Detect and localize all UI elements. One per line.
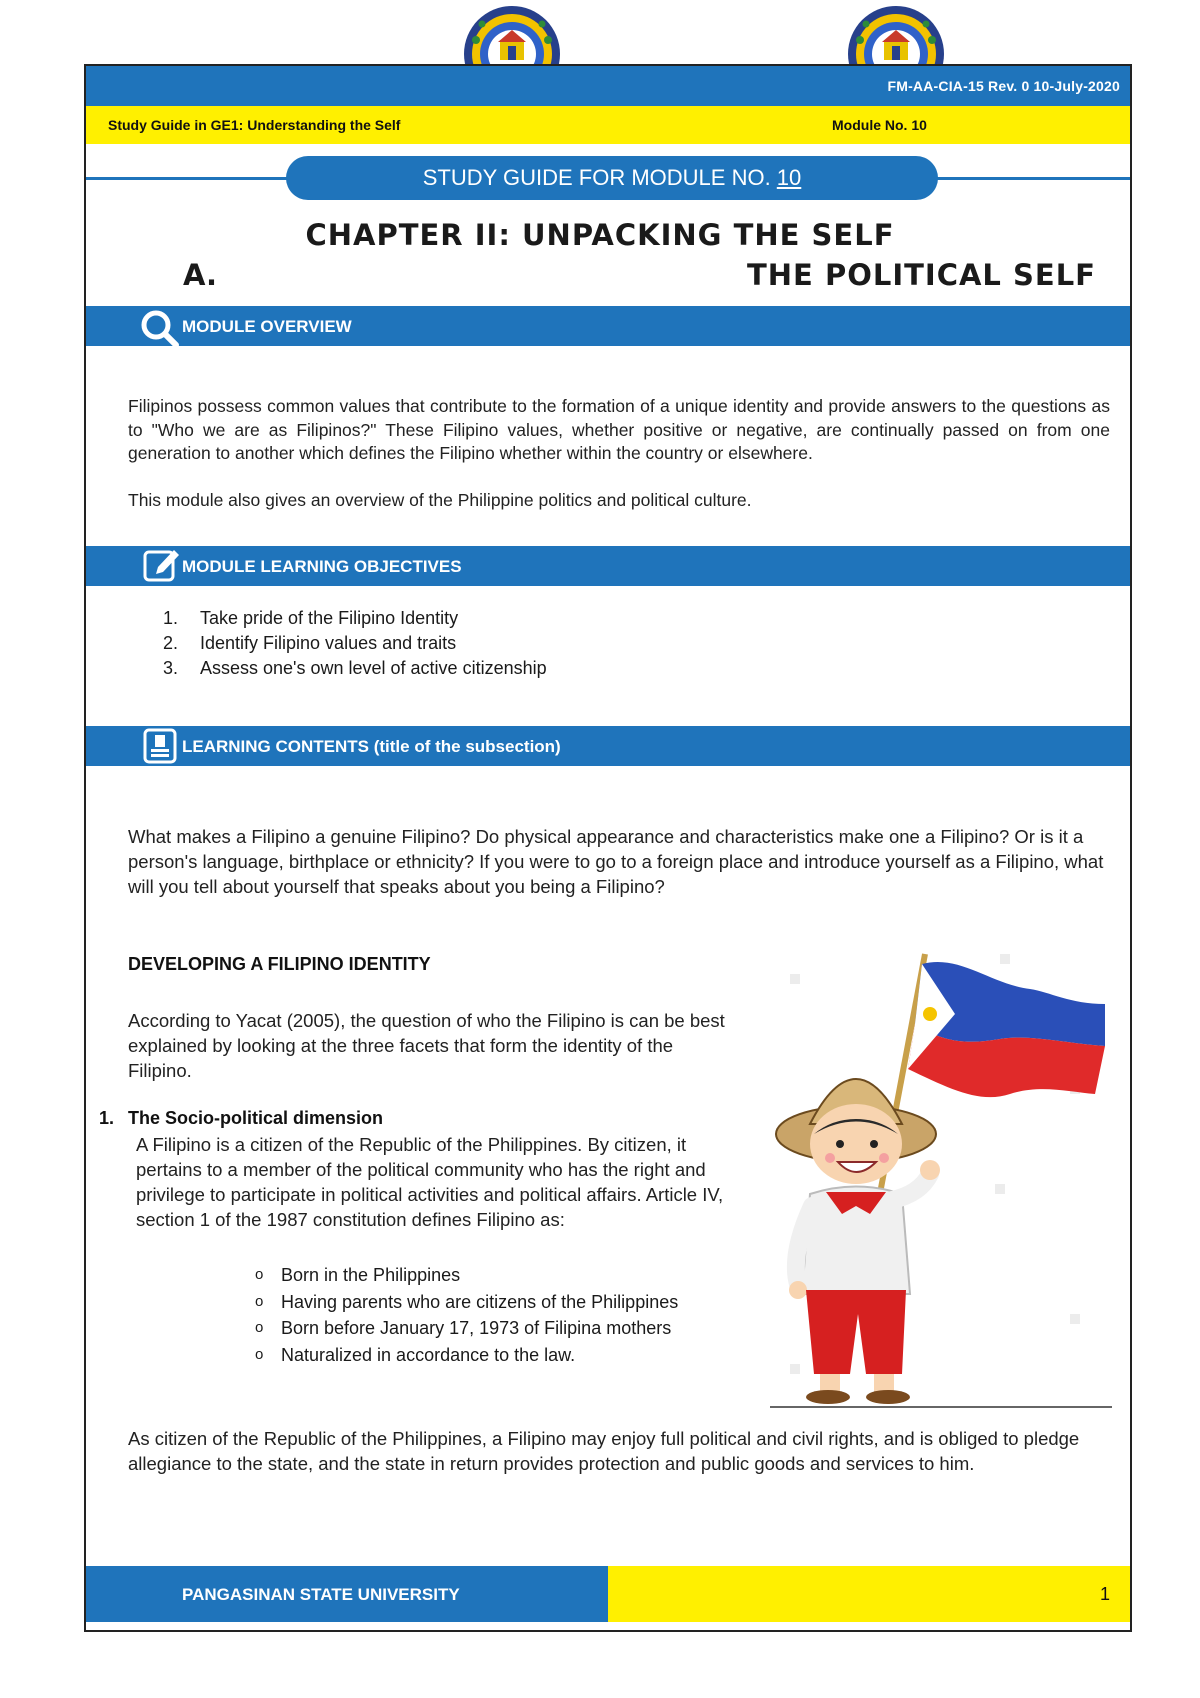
list-item <box>163 631 547 656</box>
footer-university-bar <box>86 1566 608 1622</box>
document-icon <box>142 727 182 770</box>
banner-number: 10 <box>776 165 802 190</box>
objectives-heading: MODULE LEARNING OBJECTIVES <box>182 557 462 576</box>
list-item: o Having parents who are citizens of the Philippines <box>255 1289 685 1316</box>
study-guide-banner <box>286 156 938 200</box>
overview-paragraph: Filipinos possess common values that contribute to the formation of a unique identity and provide answers to the questions as to "Who we are as Filipinos?" These Filipino values, whether positive or negative, are continually passed on from one generation to another which defines the Filipino whether within the country or elsewhere. <box>128 396 1110 463</box>
university-name: PANGASINAN STATE UNIVERSITY <box>182 1585 460 1604</box>
list-item <box>163 656 547 681</box>
contents-heading: LEARNING CONTENTS (title of the subsection) <box>182 737 561 756</box>
item-text: Take pride of the Filipino Identity <box>200 608 459 628</box>
dimension-paragraph: A Filipino is a citizen of the Republic of the Philippines. By citizen, it pertains to a member of the political community who has the right and privilege to participate in political activities and political affairs. Article IV, section 1 of the 1987 constitution defines Filipino as: <box>136 1134 724 1230</box>
citizenship-bullets <box>255 1262 685 1368</box>
module-number: Module No. 10 <box>832 117 927 133</box>
pencil-icon <box>142 547 182 590</box>
search-icon <box>138 308 182 353</box>
course-bar <box>86 106 1130 144</box>
list-item: o Born before January 17, 1973 of Filipina mothers <box>255 1315 685 1342</box>
item-number: 2. <box>163 633 179 653</box>
section-title: THE POLITICAL SELF <box>747 258 1096 292</box>
overview-header <box>86 306 1130 346</box>
list-item <box>163 606 547 631</box>
list-item: o Born in the Philippines <box>255 1262 685 1289</box>
overview-paragraph-2: This module also gives an overview of the Philippine politics and political culture. <box>128 490 752 510</box>
list-item: o Naturalized in accordance to the law. <box>255 1342 685 1369</box>
item-number: 3. <box>163 658 179 678</box>
objectives-header <box>86 546 1130 586</box>
chapter-title: CHAPTER II: UNPACKING THE SELF <box>305 218 895 252</box>
subsection-heading: DEVELOPING A FILIPINO IDENTITY <box>128 954 431 974</box>
footer-page-bar <box>608 1566 1130 1622</box>
item-number: 1. <box>163 608 179 628</box>
page-number: 1 <box>1099 1584 1110 1604</box>
section-letter: A. <box>183 258 217 292</box>
filipino-child-illustration <box>770 944 1112 1414</box>
item-text: Assess one's own level of active citizenship <box>200 658 547 678</box>
item-text: Identify Filipino values and traits <box>200 633 457 653</box>
overview-heading: MODULE OVERVIEW <box>182 317 352 336</box>
dimension-title: The Socio-political dimension <box>128 1108 384 1128</box>
contents-header <box>86 726 1130 766</box>
course-title: Study Guide in GE1: Understanding the Self <box>108 117 401 133</box>
form-code: FM-AA-CIA-15 Rev. 0 10-July-2020 <box>887 78 1120 94</box>
university-seal-left <box>462 4 562 68</box>
university-seal-right <box>846 4 946 68</box>
header-bar <box>86 66 1130 106</box>
closing-paragraph: As citizen of the Republic of the Philippines, a Filipino may enjoy full political and civil rights, and is obliged to pledge allegiance to the state, and the state in return provides protection and public goods and services to him. <box>128 1428 1080 1474</box>
banner-prefix: STUDY GUIDE FOR MODULE NO. <box>422 165 777 190</box>
objectives-list <box>163 606 547 681</box>
dimension-number: 1. <box>99 1108 115 1128</box>
yacat-paragraph: According to Yacat (2005), the question of who the Filipino is can be best explained by looking at the three facets that form the identity of the Filipino. <box>128 1010 725 1081</box>
intro-paragraph: What makes a Filipino a genuine Filipino? Do physical appearance and characteristics make one a Filipino? Or is it a person's language, birthplace or ethnicity? If you were to go to a foreign place and introduce yourself as a Filipino, what will you tell about yourself that speaks about you being a Filipino? <box>128 826 1104 897</box>
